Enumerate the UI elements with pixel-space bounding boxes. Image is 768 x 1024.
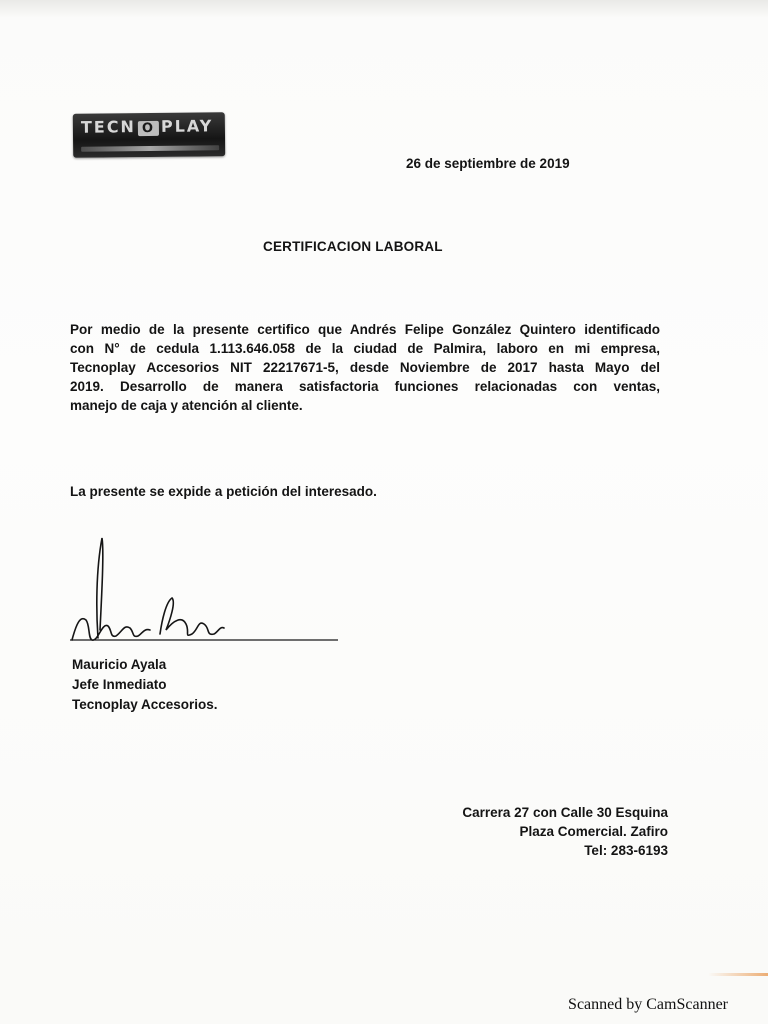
logo-text-o: O: [138, 121, 159, 136]
body-line: con N° de cedula 1.113.646.058 de la ciudad de Palmira, laboro en mi empresa,: [70, 341, 660, 356]
handwritten-signature: [66, 530, 346, 650]
address-line-1: Carrera 27 con Calle 30 Esquina: [462, 805, 668, 820]
body-line: 2019. Desarrollo de manera satisfactoria funciones relacionadas con ventas,: [70, 379, 660, 394]
scan-edge-mark: [708, 973, 768, 976]
signatory-role: Jefe Inmediato: [72, 677, 167, 692]
body-line: manejo de caja y atención al cliente.: [70, 398, 303, 413]
signatory-name: Mauricio Ayala: [72, 657, 167, 672]
address-line-2: Plaza Comercial. Zafiro: [519, 824, 668, 839]
logo-wordmark: [81, 116, 214, 136]
scanner-watermark: Scanned by CamScanner: [568, 996, 728, 1013]
logo-text-right: PLAY: [160, 116, 214, 136]
scan-shadow: [0, 0, 768, 18]
company-logo: [73, 112, 225, 158]
body-line: Por medio de la presente certifico que Andrés Felipe González Quintero identificado: [70, 322, 660, 337]
letter-date: 26 de septiembre de 2019: [406, 156, 570, 171]
body-paragraph: [70, 320, 660, 415]
address-phone: Tel: 283-6193: [584, 843, 668, 858]
request-note: La presente se expide a petición del interesado.: [70, 484, 377, 499]
signatory-company: Tecnoplay Accesorios.: [72, 697, 218, 712]
logo-text-left: TECN: [80, 117, 136, 137]
company-address: [462, 803, 668, 860]
logo-decorative-strip: [81, 145, 219, 151]
document-title: CERTIFICACION LABORAL: [263, 239, 443, 254]
body-line: Tecnoplay Accesorios NIT 22217671-5, desde Noviembre de 2017 hasta Mayo del: [70, 360, 660, 375]
